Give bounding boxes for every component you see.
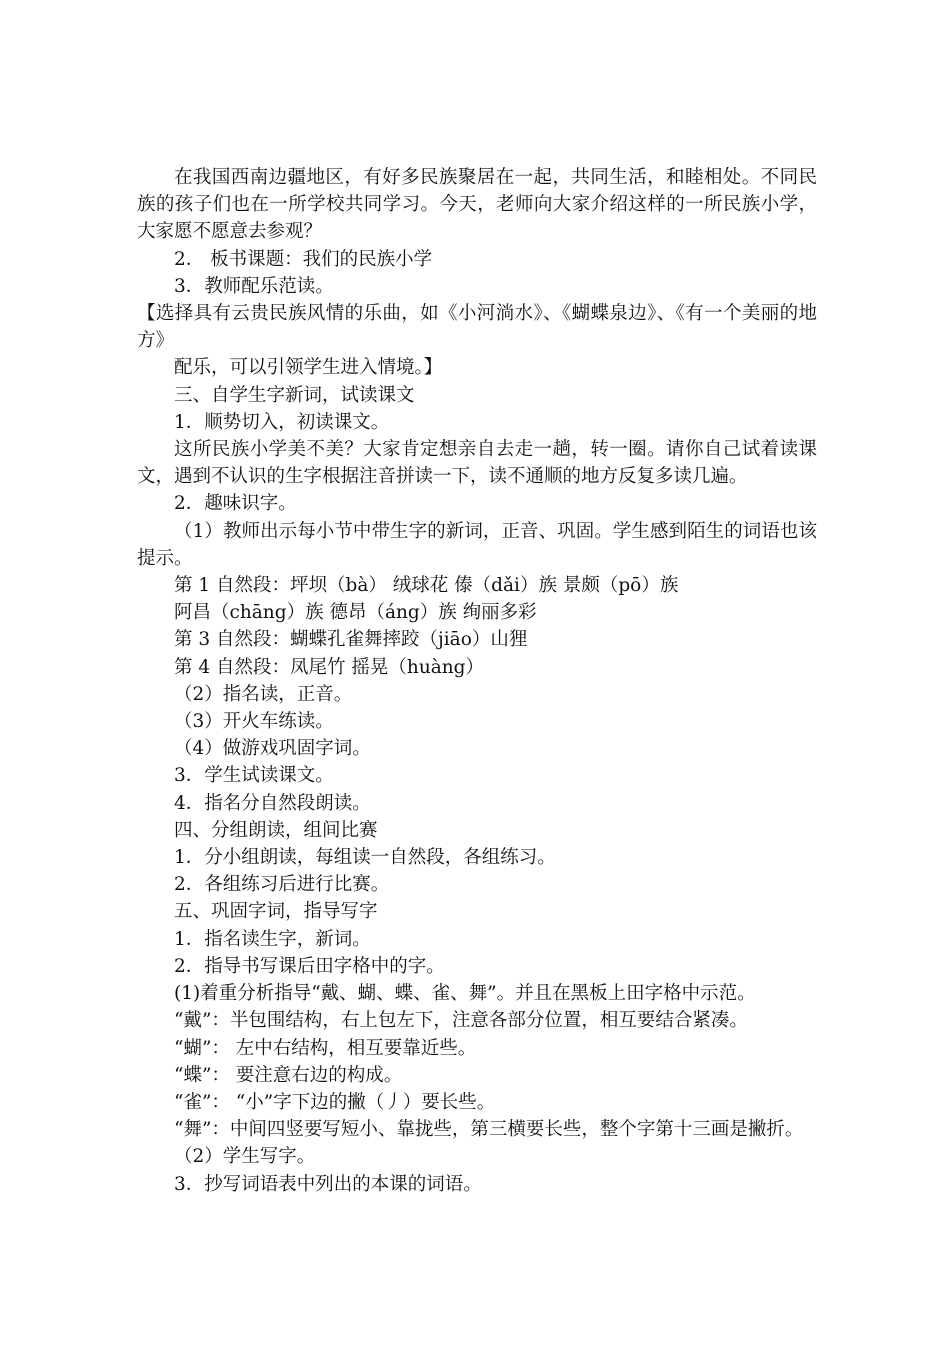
vocabulary-line: 阿昌（chāng）族 德昂（áng）族 绚丽多彩 — [174, 602, 537, 624]
paragraph: 2． 板书课题：我们的民族小学 — [174, 248, 433, 270]
paragraph: 1．顺势切入，初读课文。 — [174, 411, 390, 433]
vocabulary-line: 第 3 自然段：蝴蝶孔雀舞摔跤（jiāo）山狸 — [174, 629, 528, 651]
document-body — [137, 164, 817, 1198]
section-heading: 四、分组朗读，组间比赛 — [174, 819, 378, 841]
vocabulary-line: 第 4 自然段：凤尾竹 摇晃（huàng） — [174, 656, 485, 678]
paragraph: “蝶”： 要注意右边的构成。 — [174, 1064, 403, 1086]
section-heading: 三、自学生字新词，试读课文 — [174, 384, 415, 406]
section-heading: 五、巩固字词，指导写字 — [174, 901, 378, 923]
paragraph: 配乐，可以引领学生进入情境。】 — [174, 357, 443, 379]
paragraph: （2）指名读，正音。 — [174, 683, 353, 705]
paragraph: “戴”：半包围结构，右上包左下，注意各部分位置，相互要结合紧凑。 — [174, 1010, 748, 1032]
paragraph: (1)着重分析指导“戴、蝴、蝶、雀、舞”。并且在黑板上田字格中示范。 — [174, 983, 756, 1005]
paragraph: 这所民族小学美不美？大家肯定想亲自去走一趟，转一圈。请你自己试着读课文，遇到不认识的生字根据注音拼读一下，读不通顺的地方反复多读几遍。 — [137, 439, 817, 488]
paragraph: （1）教师出示每小节中带生字的新词，正音、巩固。学生感到陌生的词语也该提示。 — [137, 520, 817, 569]
paragraph: （3）开火车练读。 — [174, 711, 334, 733]
paragraph: “蝴”： 左中右结构，相互要靠近些。 — [174, 1037, 477, 1059]
paragraph: 1．指名读生字，新词。 — [174, 928, 371, 950]
paragraph: 2．各组练习后进行比赛。 — [174, 874, 390, 896]
paragraph: “雀”： “小”字下边的撇（丿）要长些。 — [174, 1091, 496, 1113]
paragraph: 2．趣味识字。 — [174, 493, 297, 515]
paragraph: 4．指名分自然段朗读。 — [174, 792, 371, 814]
paragraph: 【选择具有云贵民族风情的乐曲，如《小河淌水》、《蝴蝶泉边》、《有一个美丽的地方》 — [137, 303, 817, 352]
paragraph: 2．指导书写课后田字格中的字。 — [174, 955, 445, 977]
paragraph: 1．分小组朗读，每组读一自然段，各组练习。 — [174, 847, 556, 869]
paragraph: （4）做游戏巩固字词。 — [174, 738, 371, 760]
paragraph: （2）学生写字。 — [174, 1146, 316, 1168]
paragraph: “舞”：中间四竖要写短小、靠拢些，第三横要长些，整个字第十三画是撇折。 — [174, 1119, 804, 1141]
vocabulary-line: 第 1 自然段：坪坝（bà） 绒球花 傣（dǎi）族 景颇（pō）族 — [174, 575, 679, 597]
paragraph: 3．学生试读课文。 — [174, 765, 334, 787]
paragraph: 3．抄写词语表中列出的本课的词语。 — [174, 1173, 482, 1195]
paragraph: 3．教师配乐范读。 — [174, 275, 334, 297]
paragraph: 在我国西南边疆地区，有好多民族聚居在一起，共同生活，和睦相处。不同民族的孩子们也在一所学校共同学习。今天，老师向大家介绍这样的一所民族小学，大家愿不愿意去参观？ — [137, 167, 817, 243]
